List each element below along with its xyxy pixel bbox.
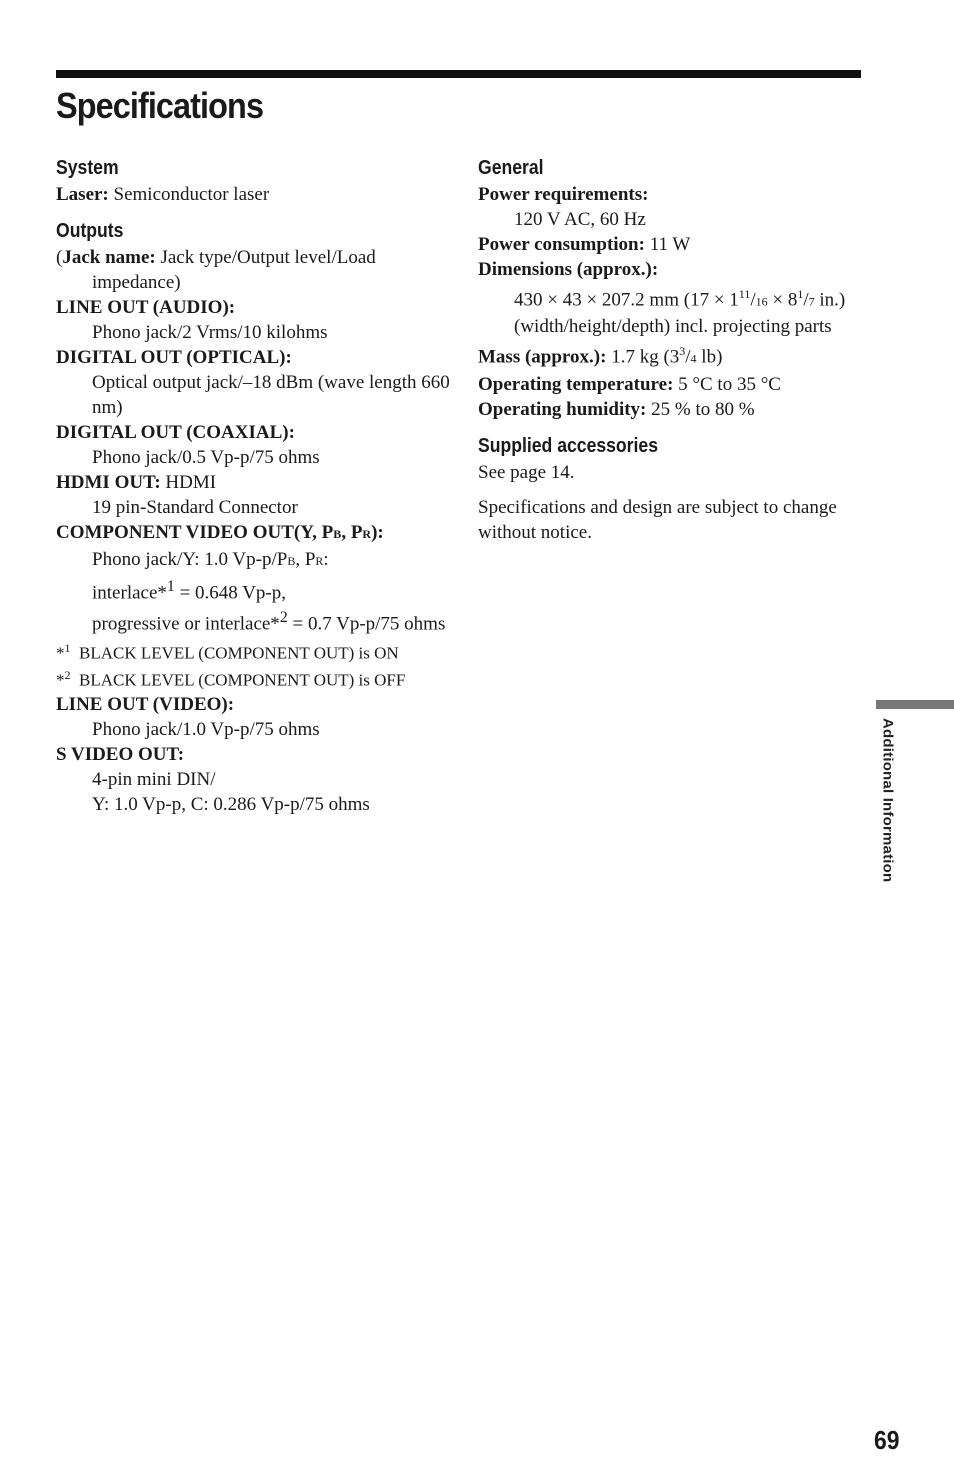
footnote-2 bbox=[56, 664, 456, 692]
spec-label-svideo: S VIDEO OUT: bbox=[56, 743, 185, 765]
value-part: B bbox=[287, 554, 296, 568]
spec-label-component bbox=[56, 520, 456, 547]
value-part: progressive or interlace* bbox=[92, 613, 280, 635]
label-part: B bbox=[333, 527, 342, 541]
section-heading-outputs: Outputs bbox=[56, 220, 124, 242]
spec-mass bbox=[478, 339, 868, 371]
spec-jack-name bbox=[56, 245, 456, 295]
spec-label: Power consumption: bbox=[478, 234, 645, 255]
fraction-num: 3 bbox=[679, 344, 686, 359]
section-heading-system: System bbox=[56, 157, 119, 179]
right-column bbox=[478, 154, 868, 545]
spec-value: HDMI bbox=[160, 472, 217, 493]
spec-label-digital-coaxial: DIGITAL OUT (COAXIAL): bbox=[56, 422, 295, 443]
spec-value-digital-coaxial: Phono jack/0.5 Vp-p/75 ohms bbox=[92, 447, 320, 468]
page-number: 69 bbox=[874, 1425, 900, 1455]
spec-label-line-out-audio: LINE OUT (AUDIO): bbox=[56, 297, 236, 318]
spec-laser bbox=[56, 182, 456, 207]
paren: ( bbox=[56, 247, 63, 268]
footnote-mark: * bbox=[56, 643, 65, 663]
fraction-slash: / bbox=[803, 289, 809, 311]
footnote-text: BLACK LEVEL (COMPONENT OUT) is ON bbox=[79, 643, 399, 663]
spec-value: 5 °C to 35 °C bbox=[673, 373, 781, 395]
spec-value-hdmi-connector: 19 pin-Standard Connector bbox=[92, 497, 298, 518]
spec-value: Jack type/Output level/Load impedance) bbox=[92, 247, 376, 293]
fraction-den: 7 bbox=[808, 294, 815, 309]
value-part: , P bbox=[295, 549, 316, 570]
spec-label-dimensions: Dimensions (approx.): bbox=[478, 259, 659, 280]
footnote-ref: 1 bbox=[166, 578, 175, 595]
label-part: R bbox=[362, 527, 372, 541]
left-column bbox=[56, 154, 456, 817]
fraction-num: 1 bbox=[797, 287, 804, 301]
value-part: in.) (width/height/depth) incl. projecting parts bbox=[514, 289, 846, 338]
fraction-num: 11 bbox=[738, 287, 751, 301]
value-part: interlace* bbox=[92, 582, 167, 604]
value-part: 1.7 kg (3 bbox=[606, 346, 680, 368]
spec-value-svideo-1: 4-pin mini DIN/ bbox=[92, 768, 216, 790]
value-part: = 0.7 Vp-p/75 ohms bbox=[287, 613, 446, 635]
spec-value-line-out-audio: Phono jack/2 Vrms/10 kilohms bbox=[92, 322, 328, 343]
spec-label: Operating humidity: bbox=[478, 398, 647, 420]
spec-humidity bbox=[478, 397, 868, 422]
fraction-den: 4 bbox=[690, 351, 697, 366]
top-rule bbox=[56, 70, 861, 78]
spec-temperature bbox=[478, 372, 868, 397]
label-part: ): bbox=[371, 522, 384, 543]
fraction-slash: / bbox=[750, 289, 756, 311]
spec-value-power-req: 120 V AC, 60 Hz bbox=[514, 209, 646, 230]
spec-label-digital-optical: DIGITAL OUT (OPTICAL): bbox=[56, 347, 292, 368]
spec-value-dimensions bbox=[478, 282, 868, 339]
spec-label: Jack name: bbox=[62, 247, 156, 268]
label-part: , P bbox=[341, 522, 363, 543]
label-part: COMPONENT VIDEO OUT(Y, P bbox=[56, 522, 334, 543]
footnote-mark: * bbox=[56, 670, 65, 690]
footnote-text: BLACK LEVEL (COMPONENT OUT) is OFF bbox=[79, 670, 406, 690]
footnote-ref: 2 bbox=[279, 609, 288, 627]
spec-label: Laser: bbox=[56, 184, 109, 205]
value-part: 430 × 43 × 207.2 mm (17 × 1 bbox=[514, 289, 739, 311]
value-part: = 0.648 Vp-p, bbox=[174, 582, 286, 604]
component-line bbox=[92, 605, 456, 636]
section-heading-general: General bbox=[478, 157, 544, 179]
footnote-number: 2 bbox=[64, 668, 71, 683]
spec-value: 11 W bbox=[644, 234, 691, 255]
spec-hdmi bbox=[56, 470, 456, 495]
component-line bbox=[92, 547, 456, 574]
footnote-1 bbox=[56, 637, 456, 665]
section-heading-accessories: Supplied accessories bbox=[478, 434, 659, 457]
page-title: Specifications bbox=[56, 85, 264, 126]
spec-value: Semiconductor laser bbox=[108, 184, 270, 205]
side-tab-label: Additional Information bbox=[879, 718, 896, 883]
spec-value-digital-optical: Optical output jack/–18 dBm (wave length 660 nm) bbox=[92, 372, 450, 418]
spec-value-line-out-video: Phono jack/1.0 Vp-p/75 ohms bbox=[92, 718, 320, 740]
spec-label-power-req: Power requirements: bbox=[478, 184, 649, 205]
component-line bbox=[92, 574, 456, 605]
spec-value-component bbox=[56, 547, 456, 637]
spec-label: Mass (approx.): bbox=[478, 346, 607, 368]
notice-text: Specifications and design are subject to change without notice. bbox=[478, 496, 837, 543]
spec-value: 25 % to 80 % bbox=[646, 398, 755, 420]
spec-power-consumption bbox=[478, 232, 868, 257]
value-part: Phono jack/Y: 1.0 Vp-p/P bbox=[92, 549, 288, 570]
side-tab-bar bbox=[876, 700, 954, 709]
footnote-number: 1 bbox=[64, 640, 71, 655]
value-part: lb) bbox=[696, 346, 723, 368]
spec-label: Operating temperature: bbox=[478, 373, 674, 395]
fraction-den: 16 bbox=[755, 294, 768, 309]
spec-label-line-out-video: LINE OUT (VIDEO): bbox=[56, 693, 235, 715]
see-page-text: See page 14. bbox=[478, 461, 575, 483]
value-part: × 8 bbox=[767, 289, 798, 311]
spec-value-svideo-2: Y: 1.0 Vp-p, C: 0.286 Vp-p/75 ohms bbox=[92, 793, 370, 815]
spec-label: HDMI OUT: bbox=[56, 472, 161, 493]
value-part: : bbox=[323, 549, 329, 570]
fraction-slash: / bbox=[685, 346, 691, 368]
value-part: R bbox=[315, 554, 324, 568]
